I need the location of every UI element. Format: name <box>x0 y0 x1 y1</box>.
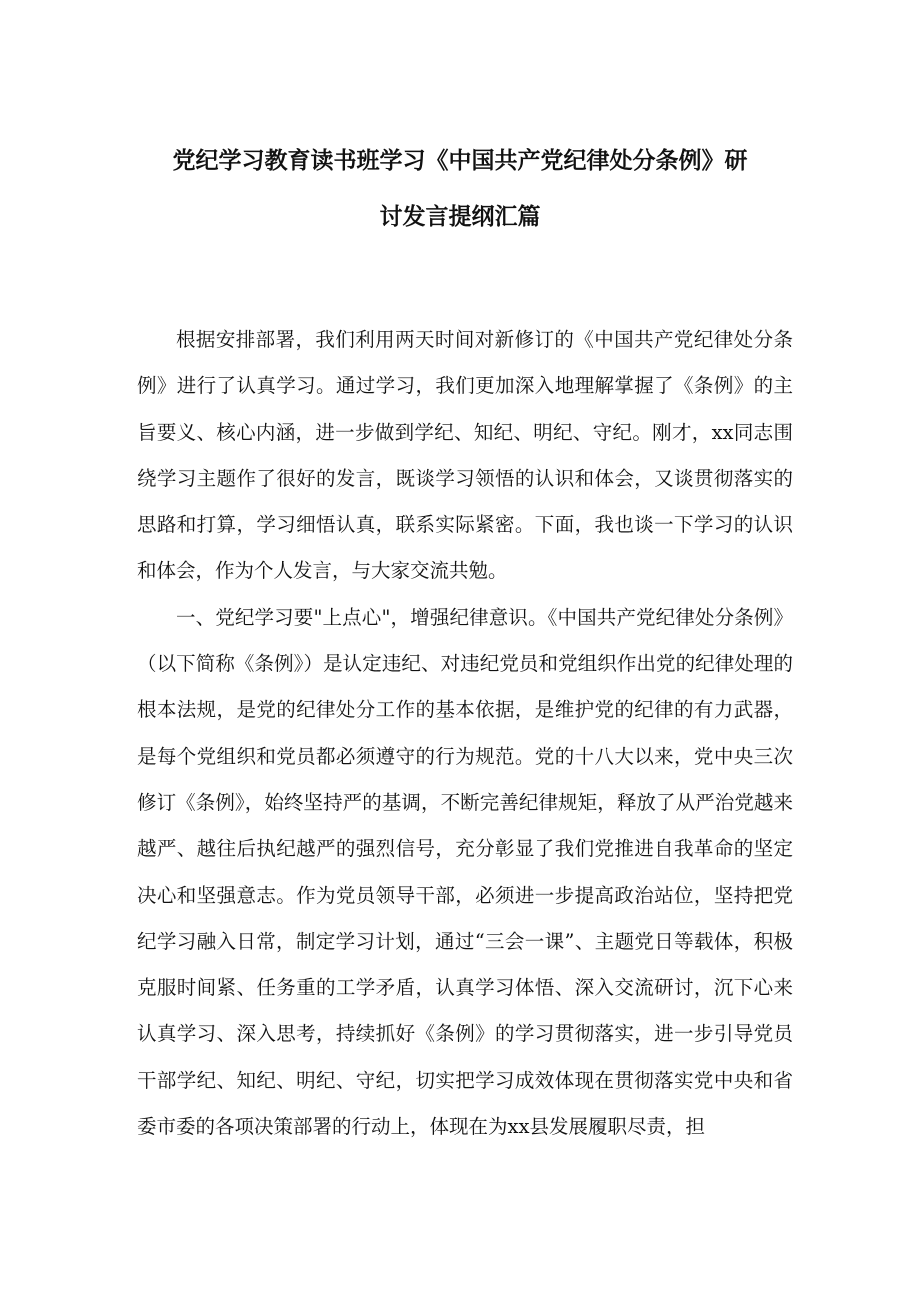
title-line-2: 讨发言提纲汇篇 <box>379 204 541 231</box>
document-title <box>120 133 800 245</box>
document-body <box>137 317 793 1150</box>
title-line-1: 党纪学习教育读书班学习《中国共产党纪律处分条例》研 <box>172 148 748 175</box>
paragraph-section-1: 一、党纪学习要"上点心"，增强纪律意识。《中国共产党纪律处分条例》（以下简称《条例》）是认定违纪、对违纪党员和党组织作出党的纪律处理的根本法规，是党的纪律处分工作的基本依据，是维护党的纪律的有力武器，是每个党组织和党员都必须遵守的行为规范。党的十八大以来，党中央三次修订《条例》，始终坚持严的基调，不断完善纪律规矩，释放了从严治党越来越严、越往后执纪越严的强烈信号，充分彰显了我们党推进自我革命的坚定决心和坚强意志。作为党员领导干部，必须进一步提高政治站位，坚持把党纪学习融入日常，制定学习计划，通过“三会一课”、主题党日等载体，积极克服时间紧、任务重的工学矛盾，认真学习体悟、深入交流研讨，沉下心来认真学习、深入思考，持续抓好《条例》的学习贯彻落实，进一步引导党员干部学纪、知纪、明纪、守纪，切实把学习成效体现在贯彻落实党中央和省委市委的各项决策部署的行动上，体现在为xx县发展履职尽责，担 <box>137 605 793 1139</box>
paragraph-intro: 根据安排部署，我们利用两天时间对新修订的《中国共产党纪律处分条例》进行了认真学习。通过学习，我们更加深入地理解掌握了《条例》的主旨要义、核心内涵，进一步做到学纪、知纪、明纪、守纪。刚才，xx同志围绕学习主题作了很好的发言，既谈学习领悟的认识和体会，又谈贯彻落实的思路和打算，学习细悟认真，联系实际紧密。下面，我也谈一下学习的认识和体会，作为个人发言，与大家交流共勉。 <box>137 328 793 583</box>
